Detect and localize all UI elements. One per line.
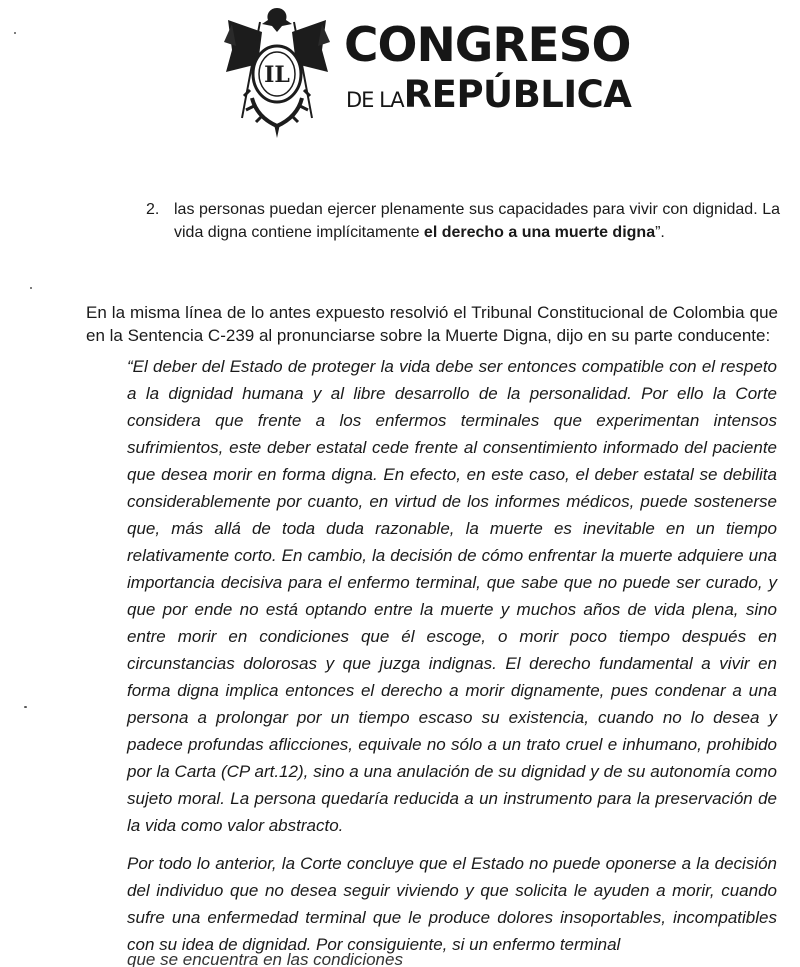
scan-speck: [24, 706, 27, 708]
item-text-plain: las personas puedan ejercer plenamente sus capacidades para vivir con dignidad. La vida digna contiene implícitamente: [174, 201, 780, 241]
letterhead: [222, 2, 652, 142]
intro-paragraph: En la misma línea de lo antes expuesto resolvió el Tribunal Constitucional de Colombia que en la Sentencia C-239 al pronunciarse sobre la Muerte Digna, dijo en su parte conducente:: [86, 303, 778, 345]
numbered-item: [146, 198, 780, 244]
congress-seal-logo: [222, 2, 332, 140]
seal-monogram: IL: [264, 62, 290, 88]
scan-speck: [14, 32, 16, 34]
item-text-bold: el derecho a una muerte digna: [423, 224, 656, 241]
brand-subtitle-small: DE LA: [346, 88, 404, 112]
item-text-end: ”.: [655, 224, 665, 241]
cut-off-line: que se encuentra en las condiciones: [127, 950, 403, 967]
item-text: [174, 198, 780, 244]
brand-title: CONGRESO: [344, 18, 631, 73]
item-number: 2.: [146, 201, 160, 218]
brand-subtitle-big: REPÚBLICA: [403, 73, 632, 116]
scan-speck: [30, 287, 32, 289]
brand-subtitle: [346, 73, 632, 116]
quotation-paragraph-2: Por todo lo anterior, la Corte concluye que el Estado no puede oponerse a la decisión del individuo que no desea seguir viviendo y que solicita le ayuden a morir, cuando sufre una enfermedad terminal que le produce dolores insoportables, incompatibles con su idea de dignidad. Por consiguiente, si un enfermo terminal: [127, 854, 777, 954]
quotation-paragraph-1: “El deber del Estado de proteger la vida debe ser entonces compatible con el respeto a la dignidad humana y al libre desarrollo de la personalidad. Por ello la Corte considera que frente a los enfermos terminales que experimentan intensos sufrimientos, este deber estatal cede frente al consentimiento informado del paciente que desea morir en forma digna. En efecto, en este caso, el deber estatal se debilita considerablemente por cuanto, en virtud de los informes médicos, puede sostenerse que, más allá de toda duda razonable, la muerte es inevitable en un tiempo relativamente corto. En cambio, la decisión de cómo enfrentar la muerte adquiere una importancia decisiva para el enfermo terminal, que sabe que no puede ser curado, y que por ende no está optando entre la muerte y muchos años de vida plena, sino entre morir en condiciones que él escoge, o morir poco tiempo después en circunstancias dolorosas y que juzga indignas. El derecho fundamental a vivir en forma digna implica entonces el derecho a morir dignamente, pues condenar a una persona a prolongar por un tiempo escaso su existencia, cuando no lo desea y padece profundas aflicciones, equivale no sólo a un trato cruel e inhumano, prohibido por la Carta (CP art.12), sino a una anulación de su dignidad y de su autonomía como sujeto moral. La persona quedaría reducida a un instrumento para la preservación de la vida como valor abstracto.: [127, 357, 777, 835]
